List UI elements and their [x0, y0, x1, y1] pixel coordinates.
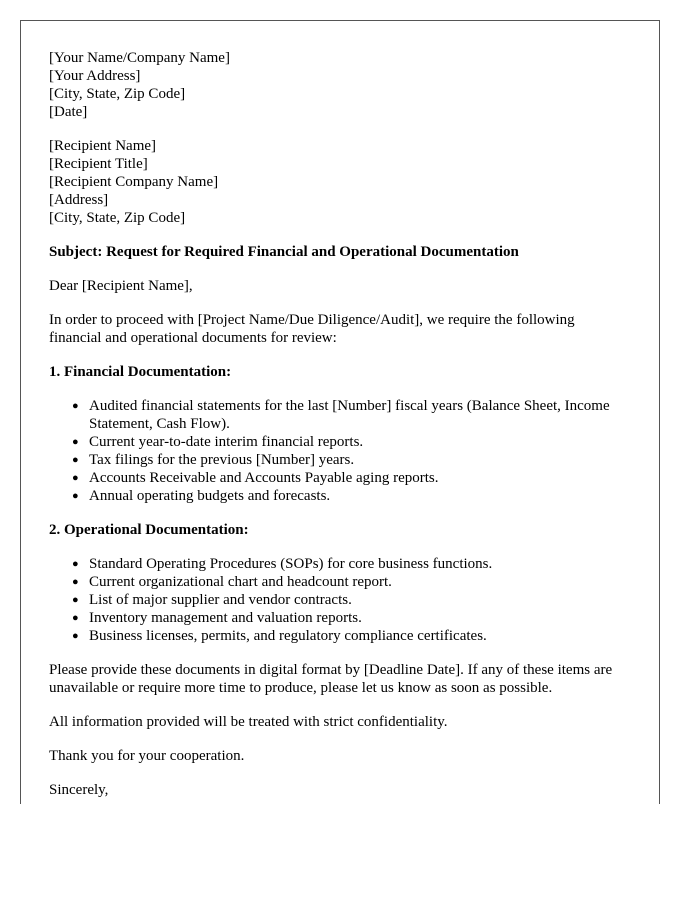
bullet-icon: ● — [72, 576, 79, 588]
section-heading-operational: 2. Operational Documentation: — [49, 522, 249, 538]
bullet-icon: ● — [72, 472, 79, 484]
recipient-address-line: [Address] — [49, 192, 109, 208]
sender-address-line: [Your Address] — [49, 68, 141, 84]
list-item: ● Tax filings for the previous [Number] years. — [72, 452, 355, 468]
list-item: ● Current year-to-date interim financial reports. — [72, 434, 364, 450]
bullet-icon: ● — [72, 630, 79, 642]
bullet-icon: ● — [72, 400, 79, 412]
list-item: ● Inventory management and valuation reports. — [72, 610, 362, 626]
bullet-icon: ● — [72, 594, 79, 606]
section-heading-financial: 1. Financial Documentation: — [49, 364, 232, 380]
closing-line: Sincerely, — [49, 782, 109, 798]
request-paragraph: Please provide these documents in digital format by [Deadline Date]. If any of these items are unavailable or require more time to produce, please let us know as soon as possible. — [49, 662, 613, 696]
list-item: ● List of major supplier and vendor contracts. — [72, 592, 352, 608]
recipient-company: [Recipient Company Name] — [49, 174, 219, 190]
sender-address — [49, 49, 629, 121]
list-item: ● Audited financial statements for the last [Number] fiscal years (Balance Sheet, Income Statement, Cash Flow). — [72, 398, 610, 432]
list-item: ● Accounts Receivable and Accounts Payable aging reports. — [72, 470, 439, 486]
recipient-address — [49, 137, 629, 227]
bullet-icon: ● — [72, 454, 79, 466]
letter-content — [49, 49, 629, 799]
bullet-icon: ● — [72, 436, 79, 448]
recipient-name: [Recipient Name] — [49, 138, 157, 154]
list-item: ● Business licenses, permits, and regulatory compliance certificates. — [72, 628, 487, 644]
list-item: ● Current organizational chart and headcount report. — [72, 574, 392, 590]
bullet-icon: ● — [72, 612, 79, 624]
recipient-title: [Recipient Title] — [49, 156, 148, 172]
sender-name: [Your Name/Company Name] — [49, 50, 230, 66]
sender-city-state-zip: [City, State, Zip Code] — [49, 86, 186, 102]
list-item: ● Standard Operating Procedures (SOPs) for core business functions. — [72, 556, 493, 572]
thanks-line: Thank you for your cooperation. — [49, 748, 245, 764]
letter-page — [20, 20, 660, 804]
recipient-city-state-zip: [City, State, Zip Code] — [49, 210, 186, 226]
letter-date: [Date] — [49, 104, 88, 120]
list-item: ● Annual operating budgets and forecasts. — [72, 488, 331, 504]
confidentiality-paragraph: All information provided will be treated with strict confidentiality. — [49, 714, 448, 730]
bullet-icon: ● — [72, 490, 79, 502]
salutation: Dear [Recipient Name], — [49, 278, 193, 294]
subject-line: Subject: Request for Required Financial and Operational Documentation — [49, 244, 519, 260]
operational-doc-list — [49, 555, 629, 645]
financial-doc-list — [49, 397, 629, 505]
intro-paragraph: In order to proceed with [Project Name/Due Diligence/Audit], we require the following financial and operational documents for review: — [49, 312, 575, 346]
bullet-icon: ● — [72, 558, 79, 570]
